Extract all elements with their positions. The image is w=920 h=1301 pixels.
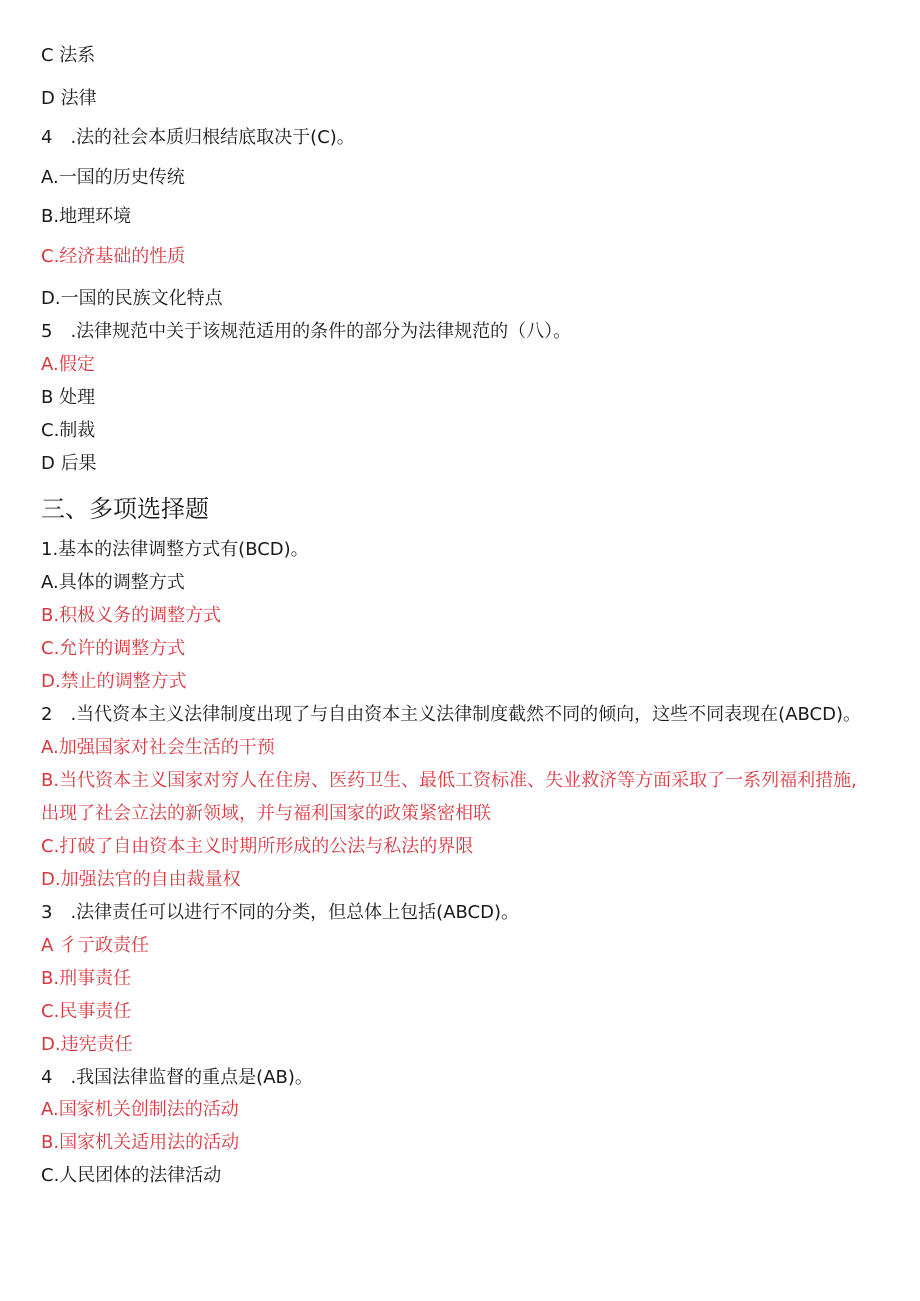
option-d-law: D 法律 [41,88,97,109]
question-4-social-essence: 4 .法的社会本质归根结底取决于(C)。 [41,127,355,148]
option-a-hypothesis-answer: A.假定 [41,354,95,375]
mc1-option-b-answer: B.积极义务的调整方式 [41,605,222,626]
mc4-option-c: C.人民团体的法律活动 [41,1165,222,1186]
mc4-option-b-answer: B.国家机关适用法的活动 [41,1132,240,1153]
mc-question-3: 3 .法律责任可以进行不同的分类，但总体上包括(ABCD)。 [41,902,519,923]
mc1-option-c-answer: C.允许的调整方式 [41,638,186,659]
section-heading-multiple-choice: 三、多项选择题 [41,495,209,523]
question-5-legal-norm-condition: 5 .法律规范中关于该规范适用的条件的部分为法律规范的（八）。 [41,321,572,342]
mc2-option-b-answer: B.当代资本主义国家对穷人在住房、医药卫生、最低工资标准、失业救济等方面采取了一系列福利措施, [41,770,857,791]
mc3-option-b-answer: B.刑事责任 [41,968,132,989]
mc4-option-a-answer: A.国家机关创制法的活动 [41,1099,239,1120]
mc1-option-a: A.具体的调整方式 [41,572,185,593]
option-d-national-culture: D.一国的民族文化特点 [41,288,223,309]
option-a-history-tradition: A.一国的历史传统 [41,167,185,188]
mc2-option-d-answer: D.加强法官的自由裁量权 [41,869,241,890]
option-c-economic-base-answer: C.经济基础的性质 [41,246,186,267]
mc2-option-a-answer: A.加强国家对社会生活的干预 [41,737,275,758]
option-c-legal-system: C 法系 [41,45,96,66]
mc3-option-d-answer: D.违宪责任 [41,1034,133,1055]
option-c-sanction: C.制裁 [41,420,96,441]
option-d-consequence: D 后果 [41,453,97,474]
mc-question-2: 2 .当代资本主义法律制度出现了与自由资本主义法律制度截然不同的倾向，这些不同表现在(ABCD)。 [41,704,861,725]
mc3-option-c-answer: C.民事责任 [41,1001,132,1022]
mc-question-4: 4 .我国法律监督的重点是(AB)。 [41,1067,313,1088]
mc2-option-b-continued: 出现了社会立法的新领域，并与福利国家的政策紧密相联 [41,803,491,824]
mc1-option-d-answer: D.禁止的调整方式 [41,671,187,692]
mc-question-1: 1.基本的法律调整方式有(BCD)。 [41,539,309,560]
mc3-option-a-answer: A 彳亍政责任 [41,935,150,956]
mc2-option-c-answer: C.打破了自由资本主义时期所形成的公法与私法的界限 [41,836,474,857]
option-b-geography: B.地理环境 [41,206,132,227]
option-b-handling: B 处理 [41,387,96,408]
